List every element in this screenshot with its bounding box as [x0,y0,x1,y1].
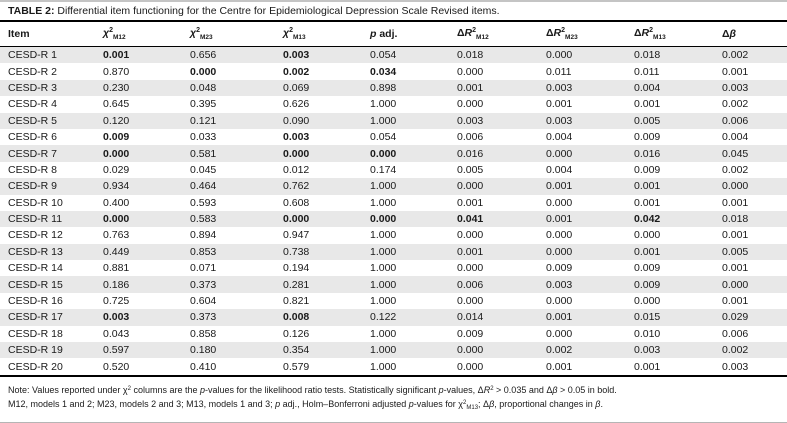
table-row [0,47,787,64]
cell: 1.000 [370,360,397,373]
row-item-label: CESD-R 2 [8,65,58,78]
cell: 0.001 [634,245,661,258]
cell: 0.000 [546,196,573,209]
cell: 0.000 [370,213,397,226]
cell: 0.174 [370,163,397,176]
text-segment: 2 [649,27,654,34]
cell: 0.645 [103,98,130,111]
cell: 0.000 [457,360,484,373]
cell: 1.000 [370,245,397,258]
cell: 0.604 [190,295,217,308]
row-item-label: CESD-R 16 [8,295,63,308]
cell: 0.000 [634,229,661,242]
text-segment: adj. [376,28,398,40]
cell: 0.002 [283,65,310,78]
text-segment: 2 [561,27,566,34]
cell: 0.001 [634,180,661,193]
cell: 0.449 [103,245,130,258]
cell: 0.597 [103,344,130,357]
cell: 0.608 [283,196,310,209]
cell: 0.001 [722,65,749,78]
table-row [0,326,787,342]
cell: 0.194 [283,262,310,275]
text-segment: 2 [127,385,131,392]
cell: 0.002 [722,163,749,176]
cell: 0.001 [634,360,661,373]
cell: 0.015 [634,311,661,324]
table-title-label: TABLE 2: [8,5,55,17]
cell: 0.014 [457,311,484,324]
text-segment: R [553,27,562,39]
table-row [0,211,787,227]
table-row [0,342,787,358]
row-item-label: CESD-R 5 [8,114,58,127]
cell: 0.626 [283,98,310,111]
table-row [0,129,787,145]
cell: 0.870 [103,65,130,78]
text-segment: 2 [490,385,494,392]
text-segment: -values, Δ [443,384,484,395]
cell: 1.000 [370,196,397,209]
cell: 0.725 [103,295,130,308]
cell: 0.000 [722,278,749,291]
cell: 1.000 [370,98,397,111]
text-segment: columns are the [130,384,201,395]
cell: 0.354 [283,344,310,357]
text-segment: Δ [546,27,554,39]
cell: 0.045 [190,163,217,176]
col-header-delta-r2-m13 [634,21,722,47]
cell: 0.858 [190,327,217,340]
row-item-label: CESD-R 14 [8,262,63,275]
note-line-1 [8,383,779,398]
row-item-label: CESD-R 9 [8,180,58,193]
text-segment: χ [103,27,110,39]
text-segment: 2 [109,27,113,34]
table-row [0,260,787,276]
cell: 0.033 [190,131,217,144]
cell: 0.002 [722,344,749,357]
cell: 0.373 [190,311,217,324]
cell: 0.016 [457,147,484,160]
text-segment: χ [458,399,464,410]
text-segment: R [464,27,473,39]
cell: 0.001 [634,196,661,209]
text-segment: M12 [476,34,489,41]
cell: 0.003 [103,311,130,324]
cell: 0.011 [546,65,572,78]
text-segment: M13 [466,405,479,412]
cell: 0.004 [722,131,749,144]
table-row [0,113,787,129]
text-segment: M23 [199,34,213,41]
col-header-item [0,21,103,47]
cell: 0.821 [283,295,310,308]
text-segment: -values for [413,399,459,410]
cell: 0.006 [722,327,749,340]
row-item-label: CESD-R 6 [8,131,58,144]
cell: 0.004 [546,131,573,144]
cell: 0.583 [190,213,217,226]
cell: 0.520 [103,360,130,373]
cell: 0.069 [283,81,310,94]
cell: 0.464 [190,180,217,193]
cell: 0.003 [546,278,573,291]
cell: 0.000 [546,245,573,258]
cell: 0.041 [457,213,484,226]
cell: 0.001 [457,245,484,258]
cell: 0.009 [103,131,130,144]
text-segment: Δ [722,28,730,40]
cell: 0.001 [457,81,484,94]
cell: 0.000 [546,49,573,62]
cell: 1.000 [370,344,397,357]
col-header-chi2-m13 [283,21,370,47]
text-segment: β [489,399,495,410]
cell: 0.003 [546,81,573,94]
cell: 0.395 [190,98,217,111]
text-segment: M23 [565,34,578,41]
cell: 0.186 [103,278,130,291]
text-segment: β [595,399,601,410]
text-segment: ; Δ [478,399,490,410]
text-segment: χ [283,27,290,39]
table-row [0,96,787,112]
cell: 0.002 [546,344,573,357]
table-row [0,80,787,96]
note-line-2 [8,397,779,416]
cell: 0.000 [457,295,484,308]
table-row [0,63,787,79]
cell: 0.738 [283,245,310,258]
cell: 0.000 [457,65,484,78]
cell: 0.000 [283,213,310,226]
cell: 0.000 [457,262,484,275]
text-segment: Note: Values reported under [8,384,123,395]
cell: 0.000 [457,180,484,193]
cell: 0.011 [634,65,660,78]
cell: 0.001 [546,360,573,373]
col-header-chi2-m23 [190,21,283,47]
cell: 0.001 [722,196,749,209]
text-segment: Δ [634,27,642,39]
cell: 0.853 [190,245,217,258]
cell: 0.001 [634,98,661,111]
text-segment: p [275,399,281,410]
col-header-p-adj [370,21,457,47]
cell: 0.003 [457,114,484,127]
cell: 0.000 [634,295,661,308]
cell: 0.001 [722,229,749,242]
cell: 0.009 [634,131,661,144]
cell: 0.120 [103,114,130,127]
cell: 0.003 [283,49,310,62]
table-title [0,2,787,20]
table-row [0,178,787,194]
table-body [0,47,787,376]
cell: 0.000 [370,147,397,160]
text-segment: > 0.035 and Δ [493,384,553,395]
cell: 0.034 [370,65,397,78]
text-segment: M12 [112,34,126,41]
cell: 0.230 [103,81,130,94]
cell: 0.894 [190,229,217,242]
cell: 0.003 [546,114,573,127]
row-item-label: CESD-R 11 [8,213,63,226]
cell: 0.898 [370,81,397,94]
cell: 0.016 [634,147,661,160]
text-segment: 2 [463,400,467,407]
table-header-row [0,21,787,47]
cell: 0.003 [634,344,661,357]
text-segment: p [200,384,206,395]
cell: 0.003 [283,131,310,144]
cell: 0.045 [722,147,749,160]
cell: 0.579 [283,360,310,373]
cell: 0.090 [283,114,310,127]
cell: 1.000 [370,262,397,275]
col-header-delta-r2-m23 [546,21,634,47]
table-row [0,195,787,211]
cell: 0.373 [190,278,217,291]
table-row [0,244,787,260]
cell: 0.005 [634,114,661,127]
row-item-label: CESD-R 20 [8,360,63,373]
cell: 0.048 [190,81,217,94]
text-segment: p [370,28,377,40]
text-segment: χ [190,27,197,39]
cell: 1.000 [370,278,397,291]
text-segment: 2 [196,27,200,34]
cell: 0.122 [370,311,397,324]
cell: 0.006 [722,114,749,127]
text-segment: adj., Holm–Bonferroni adjusted [280,399,409,410]
cell: 0.005 [457,163,484,176]
cell: 0.656 [190,49,217,62]
cell: 0.004 [634,81,661,94]
table-row [0,293,787,309]
cell: 0.006 [457,278,484,291]
table-row [0,145,787,161]
row-item-label: CESD-R 13 [8,245,63,258]
cell: 0.004 [546,163,573,176]
cell: 0.001 [722,295,749,308]
table-row [0,162,787,178]
row-item-label: CESD-R 12 [8,229,63,242]
text-segment: > 0.05 in bold. [557,384,617,395]
cell: 0.003 [722,81,749,94]
cell: 0.002 [722,98,749,111]
cell: 0.947 [283,229,310,242]
cell: 0.934 [103,180,130,193]
cell: 1.000 [370,114,397,127]
row-item-label: CESD-R 10 [8,196,63,209]
cell: 0.054 [370,131,397,144]
cell: 0.000 [103,213,130,226]
text-segment: M13 [653,34,666,41]
text-segment: , proportional changes in [494,399,596,410]
cell: 0.180 [190,344,217,357]
cell: 0.126 [283,327,310,340]
cell: 0.001 [546,180,573,193]
cell: 0.009 [634,278,661,291]
row-item-label: CESD-R 19 [8,344,63,357]
cell: 0.029 [722,311,749,324]
text-segment: p [438,384,444,395]
row-item-label: CESD-R 1 [8,49,58,62]
cell: 0.009 [546,262,573,275]
row-item-label: CESD-R 4 [8,98,58,111]
table-header [0,21,787,47]
cell: 0.762 [283,180,310,193]
text-segment: 2 [289,27,293,34]
table-row [0,358,787,375]
cell: 0.121 [190,114,217,127]
cell: 0.881 [103,262,130,275]
cell: 0.000 [546,229,573,242]
cell: 0.054 [370,49,397,62]
cell: 0.763 [103,229,130,242]
cell: 1.000 [370,229,397,242]
cell: 0.001 [546,311,573,324]
cell: 0.001 [546,213,573,226]
row-item-label: CESD-R 8 [8,163,58,176]
table-row [0,276,787,292]
table-title-text: Differential item functioning for the Centre for Epidemiological Depression Scale Revised items. [54,5,500,17]
cell: 0.029 [103,163,130,176]
row-item-label: CESD-R 3 [8,81,58,94]
cell: 0.281 [283,278,310,291]
text-segment: M13 [292,34,306,41]
cell: 0.071 [190,262,217,275]
cell: 0.018 [722,213,749,226]
cell: 1.000 [370,295,397,308]
text-segment: R [483,384,491,395]
text-segment: β [552,384,558,395]
cell: 0.042 [634,213,661,226]
cell: 0.593 [190,196,217,209]
row-item-label: CESD-R 7 [8,147,58,160]
table-notes [0,377,787,416]
row-item-label: CESD-R 15 [8,278,63,291]
col-header-chi2-m12 [103,21,190,47]
cell: 0.400 [103,196,130,209]
cell: 0.000 [283,147,310,160]
table-row [0,309,787,325]
cell: 0.000 [457,98,484,111]
cell: 0.009 [634,163,661,176]
cell: 0.001 [103,49,130,62]
table-row [0,227,787,243]
text-segment: χ [122,384,128,395]
cell: 0.000 [546,327,573,340]
text-segment: 2 [472,27,477,34]
cell: 0.000 [457,344,484,357]
cell: 0.009 [457,327,484,340]
cell: 0.000 [722,180,749,193]
text-segment: M12, models 1 and 2; M23, models 2 and 3; M13, models 1 and 3; [8,399,276,410]
cell: 0.581 [190,147,217,160]
cell: 0.000 [103,147,130,160]
cell: 0.006 [457,131,484,144]
col-header-delta-beta [722,21,787,47]
cell: 0.002 [722,49,749,62]
cell: 0.000 [190,65,217,78]
cell: 0.001 [546,98,573,111]
cell: 0.000 [546,147,573,160]
text-segment: Δ [457,27,465,39]
cell: 0.001 [457,196,484,209]
text-segment: Item [8,28,30,40]
cell: 0.000 [457,229,484,242]
cell: 0.012 [283,163,310,176]
cell: 0.410 [190,360,217,373]
cell: 0.000 [546,295,573,308]
text-segment: . [600,399,603,410]
cell: 0.010 [634,327,661,340]
row-item-label: CESD-R 17 [8,311,63,324]
row-item-label: CESD-R 18 [8,327,63,340]
cell: 0.008 [283,311,310,324]
text-segment: R [641,27,650,39]
text-segment: -values for the likelihood ratio tests. Statistically significant [205,384,439,395]
cell: 1.000 [370,327,397,340]
text-segment: p [408,399,414,410]
text-segment: β [729,28,737,40]
cell: 0.005 [722,245,749,258]
cell: 0.001 [722,262,749,275]
cell: 0.009 [634,262,661,275]
cell: 0.018 [634,49,661,62]
dif-table [0,20,787,377]
cell: 0.003 [722,360,749,373]
cell: 1.000 [370,180,397,193]
cell: 0.018 [457,49,484,62]
cell: 0.043 [103,327,130,340]
col-header-delta-r2-m12 [457,21,546,47]
